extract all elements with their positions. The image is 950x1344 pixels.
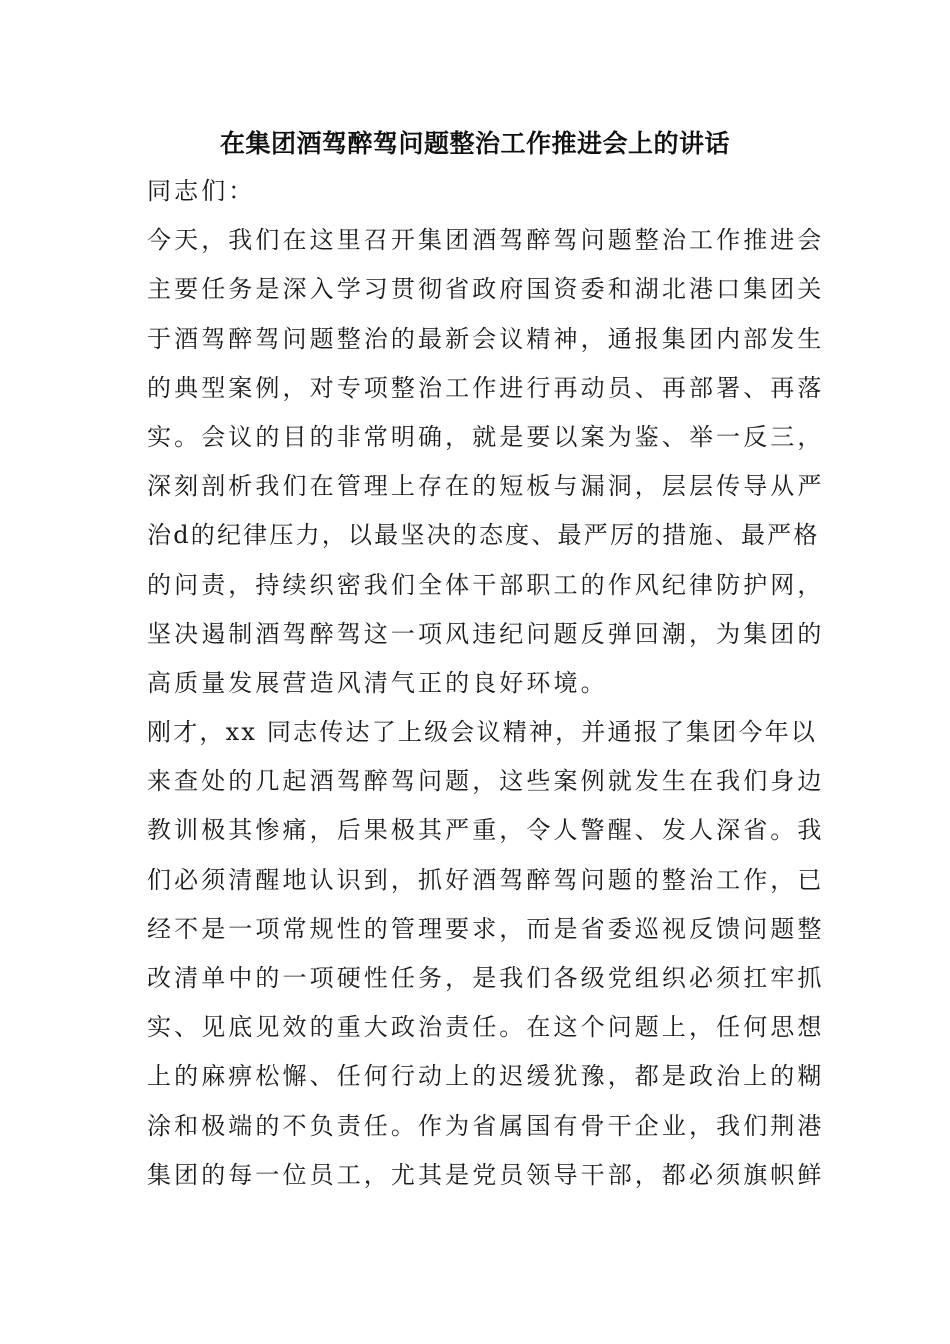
body-line: 的典型案例，对专项整治工作进行再动员、再部署、再落 bbox=[147, 373, 825, 402]
body-line: 坚决遏制酒驾醉驾这一项风违纪问题反弹回潮，为集团的 bbox=[147, 619, 825, 648]
body-line: 集团的每一位员工，尤其是党员领导干部，都必须旗帜鲜 bbox=[147, 1160, 825, 1189]
body-line: 涂和极端的不负责任。作为省属国有骨干企业，我们荆港 bbox=[147, 1111, 825, 1140]
body-line: 实。会议的目的非常明确，就是要以案为鉴、举一反三， bbox=[147, 422, 825, 451]
body-line: 的问责，持续织密我们全体干部职工的作风纪律防护网， bbox=[147, 570, 825, 599]
body-line: 治d的纪律压力，以最坚决的态度、最严厉的措施、最严格 bbox=[147, 521, 820, 550]
body-line: 上的麻痹松懈、任何行动上的迟缓犹豫，都是政治上的糊 bbox=[147, 1062, 825, 1091]
document-title: 在集团酒驾醉驾问题整治工作推进会上的讲话 bbox=[219, 129, 730, 158]
body-line: 刚才，xx 同志传达了上级会议精神，并通报了集团今年以 bbox=[147, 718, 818, 747]
body-line: 于酒驾醉驾问题整治的最新会议精神，通报集团内部发生 bbox=[147, 324, 825, 353]
body-line: 深刻剖析我们在管理上存在的短板与漏洞，层层传导从严 bbox=[147, 472, 825, 501]
salutation: 同志们： bbox=[147, 177, 256, 205]
document-body bbox=[147, 167, 825, 1200]
body-line: 改清单中的一项硬性任务，是我们各级党组织必须扛牢抓 bbox=[147, 964, 825, 992]
body-line: 实、见底见效的重大政治责任。在这个问题上，任何思想 bbox=[147, 1013, 825, 1042]
body-line: 主要任务是深入学习贯彻省政府国资委和湖北港口集团关 bbox=[147, 275, 825, 304]
body-line: 们必须清醒地认识到，抓好酒驾醉驾问题的整治工作，已 bbox=[147, 865, 825, 894]
body-line: 高质量发展营造风清气正的良好环境。 bbox=[147, 668, 608, 697]
body-line: 今天，我们在这里召开集团酒驾醉驾问题整治工作推进会 bbox=[147, 226, 825, 255]
body-line: 经不是一项常规性的管理要求，而是省委巡视反馈问题整 bbox=[147, 914, 825, 943]
body-line: 来查处的几起酒驾醉驾问题，这些案例就发生在我们身边 bbox=[147, 767, 825, 796]
body-line: 教训极其惨痛，后果极其严重，令人警醒、发人深省。我 bbox=[147, 816, 825, 845]
